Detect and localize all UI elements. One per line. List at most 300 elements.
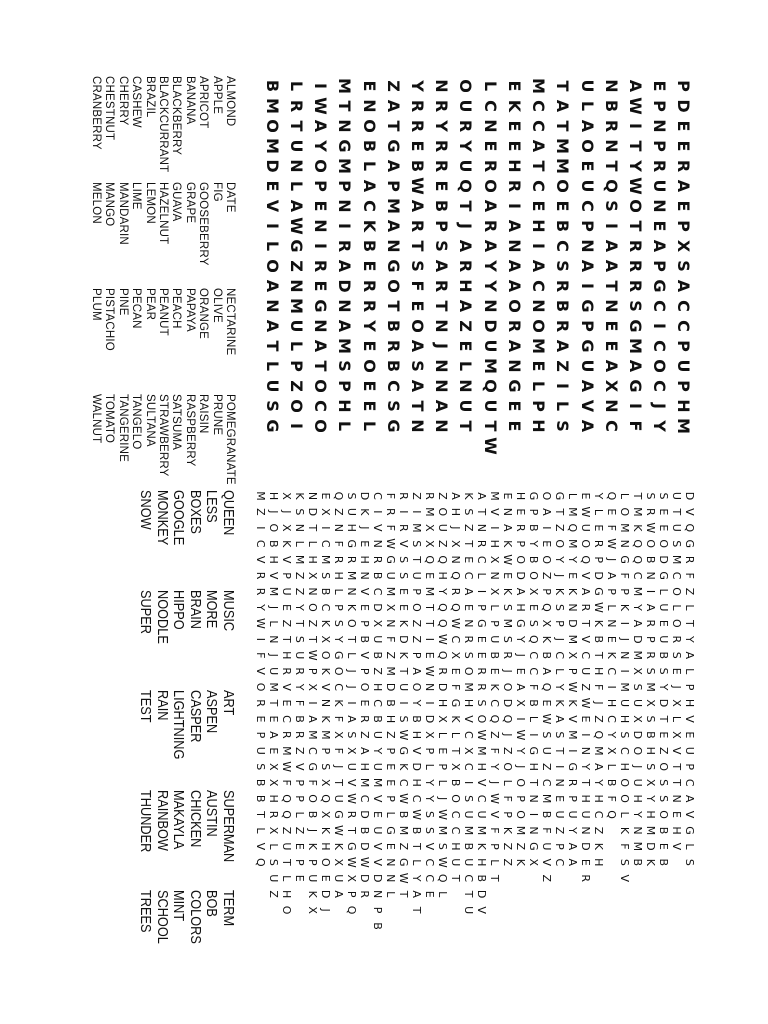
grid-letter[interactable]: C	[423, 858, 436, 867]
grid-letter[interactable]: Q	[280, 810, 293, 819]
grid-letter[interactable]: R	[335, 239, 355, 253]
grid-letter[interactable]: X	[605, 747, 618, 755]
grid-letter[interactable]: B	[462, 842, 475, 851]
grid-letter[interactable]: P	[335, 380, 355, 392]
grid-letter[interactable]: R	[384, 508, 397, 516]
grid-letter[interactable]: N	[358, 571, 371, 580]
grid-letter[interactable]: Q	[605, 810, 618, 819]
grid-letter[interactable]: Z	[683, 587, 696, 596]
grid-letter[interactable]	[631, 918, 644, 934]
grid-letter[interactable]: S	[335, 360, 355, 372]
grid-letter[interactable]: O	[514, 555, 527, 564]
grid-letter[interactable]: C	[423, 874, 436, 883]
grid-letter[interactable]: P	[335, 180, 355, 192]
grid-letter[interactable]: J	[553, 637, 566, 641]
grid-letter[interactable]: Q	[319, 794, 332, 803]
grid-letter[interactable]: X	[670, 699, 683, 707]
grid-letter[interactable]: J	[553, 573, 566, 578]
grid-letter[interactable]: Q	[280, 794, 293, 803]
grid-letter[interactable]: E	[577, 160, 597, 172]
grid-letter[interactable]	[501, 918, 514, 934]
grid-letter[interactable]: P	[650, 140, 670, 152]
grid-letter[interactable]: E	[650, 80, 670, 92]
grid-letter[interactable]: H	[456, 279, 476, 293]
grid-letter[interactable]: V	[462, 715, 475, 723]
grid-letter[interactable]: D	[480, 319, 500, 333]
grid-letter[interactable]: E	[504, 80, 524, 92]
grid-letter[interactable]: E	[475, 651, 488, 659]
grid-letter[interactable]: P	[566, 795, 579, 802]
grid-letter[interactable]: H	[644, 746, 657, 755]
grid-letter[interactable]: X	[319, 778, 332, 787]
grid-letter[interactable]: R	[504, 319, 524, 333]
grid-letter[interactable]: A	[345, 715, 358, 723]
grid-letter[interactable]: C	[650, 340, 670, 352]
grid-letter[interactable]: C	[529, 280, 549, 292]
grid-letter[interactable]: H	[410, 778, 423, 787]
grid-letter[interactable]: R	[293, 731, 306, 739]
grid-letter[interactable]: A	[410, 890, 423, 898]
grid-letter[interactable]	[358, 918, 371, 934]
grid-letter[interactable]: S	[345, 731, 358, 739]
grid-letter[interactable]	[670, 902, 683, 918]
grid-letter[interactable]: X	[449, 539, 462, 548]
grid-letter[interactable]	[579, 886, 592, 902]
grid-letter[interactable]: O	[618, 778, 631, 787]
grid-letter[interactable]	[488, 902, 501, 918]
grid-letter[interactable]: C	[553, 651, 566, 660]
grid-letter[interactable]: G	[514, 619, 527, 628]
grid-letter[interactable]: R	[432, 159, 452, 173]
grid-letter[interactable]: T	[456, 200, 476, 212]
grid-letter[interactable]: H	[592, 794, 605, 803]
grid-letter[interactable]: E	[657, 842, 670, 850]
grid-letter[interactable]: N	[529, 299, 549, 313]
grid-letter[interactable]: E	[540, 540, 553, 548]
grid-letter[interactable]: B	[358, 826, 371, 835]
grid-letter[interactable]	[514, 918, 527, 934]
grid-letter[interactable]: P	[618, 588, 631, 595]
grid-letter[interactable]: E	[605, 635, 618, 643]
grid-letter[interactable]: A	[683, 794, 696, 803]
grid-letter[interactable]: O	[311, 419, 331, 433]
grid-letter[interactable]: T	[553, 80, 573, 92]
grid-letter[interactable]: X	[345, 747, 358, 755]
grid-letter[interactable]: W	[644, 522, 657, 534]
grid-letter[interactable]: Z	[286, 260, 306, 272]
grid-letter[interactable]: M	[293, 554, 306, 565]
grid-letter[interactable]: S	[644, 715, 657, 723]
grid-letter[interactable]: Y	[625, 160, 645, 172]
grid-letter[interactable]: L	[267, 843, 280, 850]
grid-letter[interactable]: V	[683, 508, 696, 516]
grid-letter[interactable]: I	[311, 243, 331, 249]
grid-letter[interactable]: Q	[423, 555, 436, 564]
grid-letter[interactable]: T	[670, 779, 683, 787]
grid-letter[interactable]: H	[579, 794, 592, 803]
grid-letter[interactable]: M	[566, 538, 579, 549]
grid-letter[interactable]: C	[553, 858, 566, 867]
grid-letter[interactable]: Z	[293, 747, 306, 755]
grid-letter[interactable]: Q	[436, 603, 449, 612]
grid-letter[interactable]: V	[683, 715, 696, 723]
grid-letter[interactable]: P	[650, 260, 670, 272]
grid-letter[interactable]: V	[475, 778, 488, 787]
grid-letter[interactable]: L	[480, 80, 500, 92]
grid-letter[interactable]: X	[514, 699, 527, 707]
grid-letter[interactable]: L	[410, 859, 423, 866]
grid-letter[interactable]: M	[462, 682, 475, 692]
grid-letter[interactable]	[683, 902, 696, 918]
grid-letter[interactable]: T	[683, 620, 696, 627]
grid-letter[interactable]: Z	[267, 890, 280, 898]
grid-letter[interactable]	[566, 870, 579, 886]
grid-letter[interactable]: G	[397, 858, 410, 867]
grid-letter[interactable]	[514, 902, 527, 918]
grid-letter[interactable]: J	[501, 733, 514, 737]
grid-letter[interactable]: N	[371, 890, 384, 899]
grid-letter[interactable]: Y	[631, 604, 644, 611]
grid-letter[interactable]: U	[267, 667, 280, 676]
grid-letter[interactable]	[449, 918, 462, 934]
grid-letter[interactable]: N	[566, 603, 579, 612]
grid-letter[interactable]: E	[480, 140, 500, 152]
grid-letter[interactable]	[526, 436, 550, 456]
grid-letter[interactable]: O	[644, 539, 657, 549]
grid-letter[interactable]: U	[566, 810, 579, 819]
grid-letter[interactable]: R	[504, 179, 524, 193]
grid-letter[interactable]: S	[631, 683, 644, 691]
grid-letter[interactable]: S	[657, 795, 670, 803]
grid-letter[interactable]: V	[262, 199, 282, 213]
grid-letter[interactable]: B	[540, 810, 553, 819]
grid-letter[interactable]: W	[254, 617, 267, 629]
grid-letter[interactable]: Z	[436, 539, 449, 548]
grid-letter[interactable]: M	[625, 338, 645, 354]
grid-letter[interactable]: G	[384, 555, 397, 564]
grid-letter[interactable]	[553, 918, 566, 934]
grid-letter[interactable]: T	[335, 100, 355, 112]
grid-letter[interactable]: T	[553, 747, 566, 755]
grid-letter[interactable]: O	[514, 810, 527, 819]
grid-letter[interactable]: Y	[480, 260, 500, 272]
grid-letter[interactable]: O	[618, 507, 631, 517]
grid-letter[interactable]: D	[631, 635, 644, 644]
grid-letter[interactable]: U	[540, 746, 553, 755]
grid-letter[interactable]: X	[306, 906, 319, 914]
grid-letter[interactable]	[357, 436, 381, 456]
grid-letter[interactable]: J	[618, 637, 631, 641]
grid-letter[interactable]: R	[254, 571, 267, 580]
grid-letter[interactable]	[657, 886, 670, 902]
grid-letter[interactable]: A	[475, 492, 488, 500]
grid-letter[interactable]: R	[280, 731, 293, 739]
grid-letter[interactable]: D	[371, 603, 384, 612]
grid-letter[interactable]: M	[475, 825, 488, 836]
grid-letter[interactable]: L	[359, 420, 379, 432]
grid-letter[interactable]: L	[254, 827, 267, 834]
grid-letter[interactable]: V	[410, 747, 423, 755]
grid-letter[interactable]	[551, 436, 575, 456]
grid-letter[interactable]: S	[657, 667, 670, 675]
grid-letter[interactable]: S	[657, 492, 670, 500]
grid-letter[interactable]	[575, 436, 599, 456]
grid-letter[interactable]: E	[670, 667, 683, 675]
grid-letter[interactable]: L	[286, 340, 306, 352]
grid-letter[interactable]: L	[592, 508, 605, 515]
grid-letter[interactable]: K	[359, 219, 379, 233]
grid-letter[interactable]: K	[397, 763, 410, 771]
grid-letter[interactable]: T	[383, 120, 403, 132]
grid-letter[interactable]: O	[529, 319, 549, 333]
grid-letter[interactable]: G	[383, 419, 403, 433]
grid-letter[interactable]: D	[384, 682, 397, 692]
grid-letter[interactable]: B	[644, 555, 657, 564]
grid-letter[interactable]: J	[605, 558, 618, 562]
grid-letter[interactable]: W	[345, 856, 358, 868]
grid-letter[interactable]: X	[371, 619, 384, 628]
grid-letter[interactable]	[280, 918, 293, 934]
grid-letter[interactable]	[488, 918, 501, 934]
grid-letter[interactable]: L	[488, 859, 501, 866]
grid-letter[interactable]: X	[449, 762, 462, 771]
grid-letter[interactable]: Z	[293, 571, 306, 580]
grid-letter[interactable]: E	[605, 508, 618, 516]
grid-letter[interactable]: A	[311, 119, 331, 133]
grid-letter[interactable]: R	[579, 874, 592, 883]
grid-letter[interactable]: U	[436, 523, 449, 532]
grid-letter[interactable]: L	[335, 420, 355, 432]
grid-letter[interactable]: S	[601, 200, 621, 212]
grid-letter[interactable]: E	[657, 524, 670, 532]
grid-letter[interactable]: P	[306, 858, 319, 866]
grid-letter[interactable]: S	[501, 635, 514, 643]
grid-letter[interactable]: A	[480, 239, 500, 253]
grid-letter[interactable]: A	[601, 259, 621, 273]
grid-letter[interactable]: T	[631, 492, 644, 500]
grid-letter[interactable]: E	[504, 400, 524, 412]
grid-letter[interactable]: I	[625, 403, 645, 409]
grid-letter[interactable]: T	[475, 508, 488, 516]
grid-letter[interactable]	[670, 886, 683, 902]
grid-letter[interactable]: K	[592, 842, 605, 850]
grid-letter[interactable]: F	[592, 683, 605, 691]
grid-letter[interactable]: V	[423, 842, 436, 851]
grid-letter[interactable]: A	[579, 587, 592, 596]
grid-letter[interactable]: P	[345, 890, 358, 898]
grid-letter[interactable]: O	[280, 905, 293, 915]
grid-letter[interactable]	[605, 838, 618, 854]
grid-letter[interactable]: S	[553, 731, 566, 739]
grid-letter[interactable]: L	[618, 492, 631, 500]
grid-letter[interactable]: H	[514, 603, 527, 612]
grid-letter[interactable]: B	[527, 699, 540, 707]
grid-letter[interactable]: N	[345, 587, 358, 596]
grid-letter[interactable]: H	[371, 682, 384, 692]
grid-letter[interactable]: L	[267, 620, 280, 627]
grid-letter[interactable]: E	[657, 731, 670, 739]
grid-letter[interactable]: Q	[540, 682, 553, 692]
grid-letter[interactable]: N	[527, 826, 540, 835]
grid-letter[interactable]	[308, 436, 332, 456]
grid-letter[interactable]: H	[449, 507, 462, 517]
grid-letter[interactable]: Y	[410, 699, 423, 707]
grid-letter[interactable]: C	[488, 699, 501, 707]
grid-letter[interactable]	[618, 886, 631, 902]
grid-letter[interactable]: F	[605, 524, 618, 531]
grid-letter[interactable]: S	[397, 556, 410, 564]
grid-letter[interactable]: E	[359, 400, 379, 412]
grid-letter[interactable]: L	[475, 572, 488, 579]
grid-letter[interactable]: B	[359, 239, 379, 253]
grid-letter[interactable]: C	[449, 635, 462, 644]
grid-letter[interactable]	[381, 436, 405, 456]
grid-letter[interactable]	[670, 918, 683, 934]
grid-letter[interactable]: I	[618, 621, 631, 625]
grid-letter[interactable]: P	[529, 400, 549, 412]
grid-letter[interactable]: L	[436, 731, 449, 738]
grid-letter[interactable]	[631, 870, 644, 886]
grid-letter[interactable]: U	[462, 858, 475, 867]
grid-letter[interactable]: H	[332, 571, 345, 580]
grid-letter[interactable]: H	[335, 399, 355, 413]
grid-letter[interactable]: M	[529, 338, 549, 354]
grid-letter[interactable]: P	[527, 508, 540, 516]
grid-letter[interactable]	[397, 918, 410, 934]
grid-letter[interactable]	[293, 886, 306, 902]
grid-letter[interactable]: J	[670, 685, 683, 689]
grid-letter[interactable]: S	[293, 635, 306, 643]
grid-letter[interactable]: K	[332, 699, 345, 707]
grid-letter[interactable]: S	[625, 300, 645, 312]
grid-letter[interactable]: P	[650, 100, 670, 112]
grid-letter[interactable]: O	[286, 399, 306, 413]
grid-letter[interactable]: S	[553, 603, 566, 611]
grid-letter[interactable]: A	[601, 359, 621, 373]
grid-letter[interactable]: T	[579, 779, 592, 787]
grid-letter[interactable]: W	[410, 809, 423, 820]
grid-letter[interactable]	[423, 902, 436, 918]
grid-letter[interactable]: A	[383, 159, 403, 173]
grid-letter[interactable]: O	[262, 119, 282, 133]
grid-letter[interactable]: M	[488, 491, 501, 501]
grid-letter[interactable]: J	[514, 653, 527, 657]
grid-letter[interactable]: A	[407, 199, 427, 213]
grid-letter[interactable]: S	[462, 651, 475, 659]
grid-letter[interactable]: Z	[384, 731, 397, 739]
grid-letter[interactable]: X	[540, 619, 553, 628]
grid-letter[interactable]: M	[254, 491, 267, 501]
grid-letter[interactable]: P	[286, 360, 306, 372]
grid-letter[interactable]: Y	[553, 556, 566, 564]
grid-letter[interactable]	[566, 902, 579, 918]
grid-letter[interactable]: Z	[579, 683, 592, 691]
grid-letter[interactable]: X	[319, 635, 332, 644]
grid-letter[interactable]: X	[319, 508, 332, 516]
grid-letter[interactable]: H	[475, 858, 488, 867]
grid-letter[interactable]: C	[306, 746, 319, 755]
grid-letter[interactable]: T	[286, 120, 306, 132]
grid-letter[interactable]: H	[449, 842, 462, 851]
grid-letter[interactable]: T	[625, 220, 645, 232]
grid-letter[interactable]: C	[449, 826, 462, 835]
grid-letter[interactable]: G	[311, 299, 331, 313]
grid-letter[interactable]: N	[579, 826, 592, 835]
grid-letter[interactable]: H	[475, 762, 488, 771]
grid-letter[interactable]: D	[410, 762, 423, 771]
grid-letter[interactable]: Q	[631, 555, 644, 564]
grid-letter[interactable]: P	[293, 795, 306, 802]
grid-letter[interactable]	[514, 886, 527, 902]
grid-letter[interactable]: S	[644, 763, 657, 771]
grid-letter[interactable]: X	[384, 603, 397, 612]
grid-letter[interactable]: T	[553, 120, 573, 132]
grid-letter[interactable]: U	[577, 79, 597, 93]
grid-letter[interactable]	[605, 918, 618, 934]
grid-letter[interactable]: A	[625, 359, 645, 373]
grid-letter[interactable]	[623, 436, 647, 456]
grid-letter[interactable]	[540, 886, 553, 902]
grid-letter[interactable]: P	[475, 604, 488, 611]
grid-letter[interactable]: S	[262, 400, 282, 412]
grid-letter[interactable]: J	[432, 343, 452, 349]
grid-letter[interactable]: Z	[488, 731, 501, 739]
grid-letter[interactable]: P	[674, 340, 694, 352]
grid-letter[interactable]	[436, 918, 449, 934]
grid-letter[interactable]: X	[670, 731, 683, 739]
grid-letter[interactable]: E	[280, 603, 293, 611]
grid-letter[interactable]: Q	[601, 179, 621, 193]
grid-letter[interactable]: C	[462, 874, 475, 883]
grid-letter[interactable]: E	[529, 200, 549, 212]
grid-letter[interactable]: X	[644, 778, 657, 787]
grid-letter[interactable]: E	[592, 524, 605, 532]
grid-letter[interactable]: I	[529, 243, 549, 249]
grid-letter[interactable]: Z	[592, 715, 605, 723]
grid-letter[interactable]: E	[670, 811, 683, 818]
grid-letter[interactable]: W	[592, 602, 605, 613]
grid-letter[interactable]: C	[359, 200, 379, 212]
grid-letter[interactable]: A	[577, 379, 597, 393]
grid-letter[interactable]	[566, 886, 579, 902]
grid-letter[interactable]: Z	[397, 842, 410, 851]
grid-letter[interactable]: P	[293, 779, 306, 786]
grid-letter[interactable]: Y	[423, 779, 436, 787]
grid-letter[interactable]: T	[345, 827, 358, 834]
grid-letter[interactable]: N	[449, 555, 462, 564]
grid-letter[interactable]: Q	[527, 634, 540, 644]
grid-letter[interactable]: B	[410, 715, 423, 723]
grid-letter[interactable]	[553, 902, 566, 918]
grid-letter[interactable]: Z	[436, 492, 449, 500]
grid-letter[interactable]: N	[335, 199, 355, 213]
grid-letter[interactable]: N	[501, 507, 514, 516]
grid-letter[interactable]	[293, 902, 306, 918]
grid-letter[interactable]: E	[657, 619, 670, 627]
grid-letter[interactable]: I	[262, 223, 282, 229]
grid-letter[interactable]: G	[566, 762, 579, 771]
grid-letter[interactable]: N	[601, 79, 621, 93]
grid-letter[interactable]: K	[293, 492, 306, 500]
grid-letter[interactable]: T	[397, 890, 410, 898]
grid-letter[interactable]: N	[407, 419, 427, 433]
grid-letter[interactable]: L	[683, 604, 696, 611]
grid-letter[interactable]: O	[625, 199, 645, 213]
grid-letter[interactable]: A	[553, 339, 573, 353]
grid-letter[interactable]: R	[383, 339, 403, 353]
grid-letter[interactable]: B	[432, 199, 452, 213]
grid-letter[interactable]: B	[527, 555, 540, 564]
